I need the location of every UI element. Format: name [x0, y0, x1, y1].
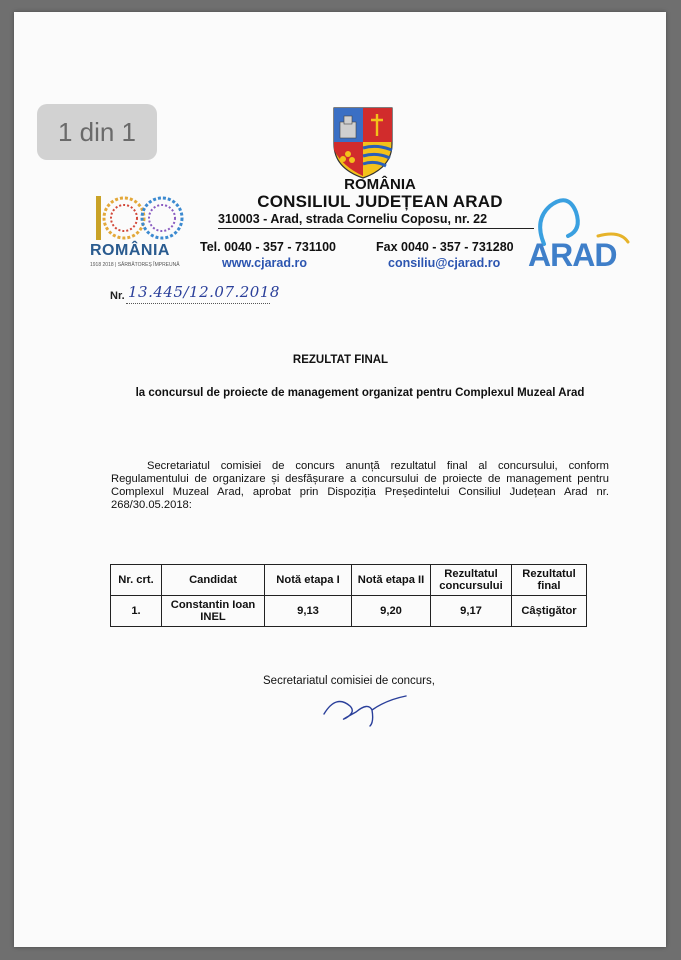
results-header-row	[111, 565, 587, 596]
registration-dotted-line	[126, 303, 270, 304]
document-body: Secretariatul comisiei de concurs anunță rezultatul final al concursului, conform Regulamentului de organizare și desfășurare a concursului de proiecte de management pentru Complexul Muzeal Arad, aprobat prin Dispoziția Președintelui Consiliul Județean Arad nr. 268/30.05.2018:	[111, 460, 609, 511]
header-phone: Tel. 0040 - 357 - 731100	[200, 240, 336, 254]
svg-text:ARAD: ARAD	[528, 237, 617, 273]
cell-contest-result: 9,17	[431, 596, 512, 627]
signature-icon	[316, 688, 412, 728]
header-email-link[interactable]: consiliu@cjarad.ro	[388, 256, 501, 270]
centenary-graphic	[86, 192, 190, 272]
header-candidate: Candidat	[162, 565, 265, 596]
cell-final-result: Câștigător	[512, 596, 587, 627]
cell-candidate: Constantin Ioan INEL	[162, 596, 265, 627]
closing-line: Secretariatul comisiei de concurs,	[263, 675, 435, 687]
results-table	[110, 564, 587, 627]
header-final-result: Rezultatul final	[512, 565, 587, 596]
header-stage1: Notă etapa I	[265, 565, 352, 596]
header-address: 310003 - Arad, strada Corneliu Coposu, nr. 22	[218, 212, 488, 226]
romania-centenary-logo-icon	[86, 192, 190, 272]
header-council: CONSILIUL JUDEȚEAN ARAD	[257, 192, 503, 211]
document-subtitle: la concursul de proiecte de management organizat pentru Complexul Muzeal Arad	[135, 387, 585, 399]
header-fax: Fax 0040 - 357 - 731280	[376, 240, 514, 254]
centenary-tagline: 1918 2018 | SĂRBĂTOREȘ ÎMPREUNĂ	[90, 262, 180, 268]
cell-stage1: 9,13	[265, 596, 352, 627]
header-contest-result: Rezultatul concursului	[431, 565, 512, 596]
header-divider	[218, 228, 534, 229]
arad-county-coat-of-arms-icon	[330, 104, 396, 180]
registration-number: 13.445/12.07.2018	[128, 283, 280, 301]
document-title: REZULTAT FINAL	[292, 354, 389, 366]
cell-nr: 1.	[111, 596, 162, 627]
page-indicator: 1 din 1	[37, 104, 157, 160]
table-row	[111, 596, 587, 627]
cell-stage2: 9,20	[352, 596, 431, 627]
header-country: ROMÂNIA	[344, 176, 416, 193]
registration-prefix: Nr.	[110, 290, 125, 302]
header-nr: Nr. crt.	[111, 565, 162, 596]
header-stage2: Notă etapa II	[352, 565, 431, 596]
header-website-link[interactable]: www.cjarad.ro	[222, 256, 307, 270]
centenary-word: ROMÂNIA	[90, 242, 170, 259]
